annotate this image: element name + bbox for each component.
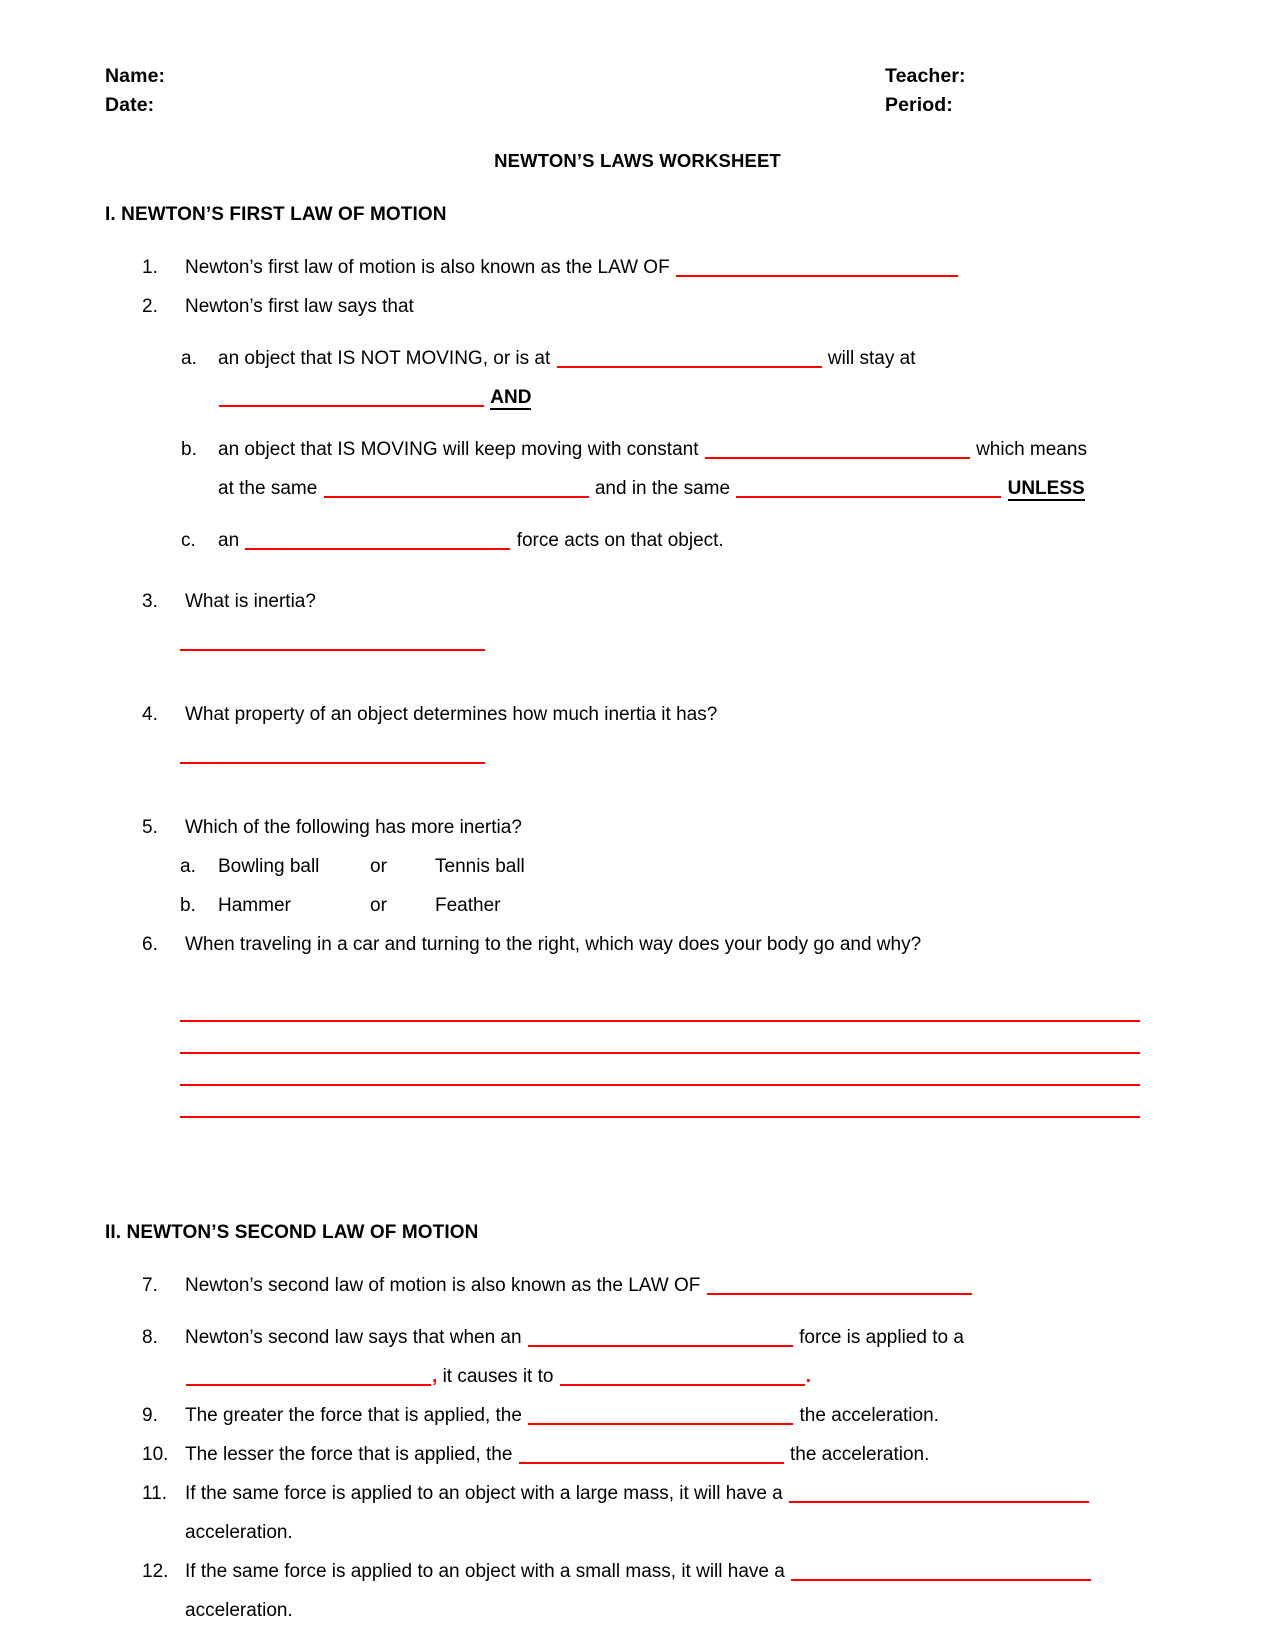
blank-q2b-1[interactable] <box>705 440 970 459</box>
question-12 <box>141 1552 1170 1630</box>
question-3-number: 3. <box>142 591 158 612</box>
question-11-body <box>185 1474 1170 1552</box>
question-5-choices <box>180 847 1170 925</box>
question-2c <box>180 521 1170 560</box>
question-10-text-1: The lesser the force that is applied, the <box>185 1444 513 1465</box>
section-heading-first-law: I. NEWTON’S FIRST LAW OF MOTION <box>105 204 447 225</box>
question-2a-text-2: will stay at <box>827 348 916 369</box>
question-11-text-2: acceleration. <box>185 1522 293 1543</box>
answer-rule-q6-2[interactable] <box>180 1022 1140 1054</box>
choice-row-b <box>180 886 1170 925</box>
question-8-comma: , <box>432 1366 438 1387</box>
question-9-text-1: The greater the force that is applied, the <box>185 1405 522 1426</box>
blank-q2b-2[interactable] <box>324 479 589 498</box>
spacer <box>105 764 1170 808</box>
question-9-text-2: the acceleration. <box>799 1405 939 1426</box>
blank-q12[interactable] <box>791 1562 1091 1581</box>
blank-q8-2[interactable] <box>186 1367 431 1386</box>
question-8-text-1: Newton’s second law says that when an <box>185 1327 522 1348</box>
answer-rule-q6-1[interactable] <box>180 990 1140 1022</box>
answer-rule-q6-3[interactable] <box>180 1054 1140 1086</box>
question-1-number: 1. <box>142 257 158 278</box>
spacer <box>105 417 1170 430</box>
question-2c-body <box>218 521 1170 560</box>
spacer <box>105 560 1170 582</box>
question-10 <box>141 1435 1170 1474</box>
question-9-body <box>185 1396 1170 1435</box>
question-3-text: What is inertia? <box>185 591 316 612</box>
spacer <box>105 508 1170 521</box>
question-5 <box>141 808 1170 847</box>
question-2b-text-2: which means <box>976 439 1087 460</box>
question-2b-letter: b. <box>181 439 197 460</box>
question-6-number: 6. <box>142 934 158 955</box>
choice-a-connector: or <box>370 856 387 877</box>
question-8-text-3: it causes it to <box>442 1366 554 1387</box>
question-2a-letter: a. <box>181 348 197 369</box>
spacer <box>105 226 1170 248</box>
question-8-number: 8. <box>142 1327 158 1348</box>
question-2b-text-1: an object that IS MOVING will keep moving with constant <box>218 439 699 460</box>
question-12-body <box>185 1552 1170 1630</box>
question-8 <box>141 1318 1170 1396</box>
answer-rule-q3[interactable] <box>180 621 485 651</box>
question-11-text-1: If the same force is applied to an object with a large mass, it will have a <box>185 1483 783 1504</box>
spacer <box>105 1244 1170 1266</box>
question-12-text-1: If the same force is applied to an object with a small mass, it will have a <box>185 1561 785 1582</box>
question-4-number: 4. <box>142 704 158 725</box>
teacher-label: Teacher: <box>885 65 966 87</box>
question-5-number: 5. <box>142 817 158 838</box>
question-2b-text-3: at the same <box>218 478 318 499</box>
choice-b-option-2[interactable]: Feather <box>435 895 501 916</box>
date-label: Date: <box>105 94 155 116</box>
choice-b-option-1[interactable]: Hammer <box>218 895 291 916</box>
question-8-text-2: force is applied to a <box>799 1327 964 1348</box>
answer-rule-q4[interactable] <box>180 734 485 764</box>
choice-a-option-2[interactable]: Tennis ball <box>435 856 525 877</box>
question-2c-text-1: an <box>218 530 240 551</box>
spacer <box>105 651 1170 695</box>
spacer <box>105 326 1170 339</box>
name-label: Name: <box>105 65 166 87</box>
blank-q7[interactable] <box>707 1276 972 1295</box>
choice-b-connector: or <box>370 895 387 916</box>
question-2b-body <box>218 430 1170 508</box>
question-1 <box>141 248 1170 287</box>
question-2b-text-4: and in the same <box>594 478 731 499</box>
question-2b <box>180 430 1170 508</box>
question-2c-letter: c. <box>181 530 196 551</box>
question-5-text: Which of the following has more inertia? <box>185 817 522 838</box>
question-7-text: Newton’s second law of motion is also known as the LAW OF <box>185 1275 701 1296</box>
question-2a <box>180 339 1170 417</box>
blank-q11[interactable] <box>789 1484 1089 1503</box>
page-title: NEWTON’S LAWS WORKSHEET <box>494 150 781 171</box>
question-1-body <box>185 248 1170 287</box>
question-7 <box>141 1266 1170 1305</box>
blank-q2a-2[interactable] <box>219 388 484 407</box>
question-10-text-2: the acceleration. <box>789 1444 930 1465</box>
question-10-number: 10. <box>142 1444 169 1465</box>
question-6 <box>141 925 1170 964</box>
blank-q8-1[interactable] <box>528 1328 793 1347</box>
choice-b-letter: b. <box>180 895 196 916</box>
choice-row-a <box>180 847 1170 886</box>
header-row-date-period <box>105 91 1170 120</box>
section-heading-second-law: II. NEWTON’S SECOND LAW OF MOTION <box>105 1222 479 1243</box>
question-8-period: . <box>805 1366 812 1387</box>
question-11 <box>141 1474 1170 1552</box>
question-12-number: 12. <box>142 1561 169 1582</box>
question-8-body <box>185 1318 1170 1396</box>
choice-a-option-1[interactable]: Bowling ball <box>218 856 320 877</box>
question-4 <box>141 695 1170 734</box>
blank-q2c[interactable] <box>245 531 510 550</box>
question-2 <box>141 287 1170 326</box>
question-4-text: What property of an object determines how much inertia it has? <box>185 704 718 725</box>
question-7-number: 7. <box>142 1275 158 1296</box>
blank-q1[interactable] <box>676 258 958 277</box>
spacer <box>105 1305 1170 1318</box>
keyword-unless: UNLESS <box>1007 478 1085 499</box>
blank-q2b-3[interactable] <box>736 479 1001 498</box>
question-12-text-2: acceleration. <box>185 1600 293 1621</box>
question-6-answer-lines <box>180 990 1170 1118</box>
blank-q10[interactable] <box>519 1445 784 1464</box>
keyword-and: AND <box>490 387 532 408</box>
question-2a-body <box>218 339 1170 417</box>
question-7-body <box>185 1266 1170 1305</box>
question-2a-text-1: an object that IS NOT MOVING, or is at <box>218 348 551 369</box>
question-2-number: 2. <box>142 296 158 317</box>
answer-rule-q6-4[interactable] <box>180 1086 1140 1118</box>
question-10-body <box>185 1435 1170 1474</box>
blank-q2a-1[interactable] <box>557 349 822 368</box>
question-6-text: When traveling in a car and turning to the right, which way does your body go and why? <box>185 934 922 955</box>
first-law-question-list <box>105 248 1170 1118</box>
question-2-text: Newton’s first law says that <box>185 296 414 317</box>
question-1-text: Newton’s first law of motion is also known as the LAW OF <box>185 257 670 278</box>
second-law-question-list <box>105 1266 1170 1630</box>
question-3 <box>141 582 1170 621</box>
header-row-name-teacher <box>105 62 1170 91</box>
question-9-number: 9. <box>142 1405 158 1426</box>
choice-a-letter: a. <box>180 856 196 877</box>
spacer <box>105 1118 1170 1190</box>
period-label: Period: <box>885 94 953 116</box>
blank-q8-3[interactable] <box>560 1367 805 1386</box>
question-9 <box>141 1396 1170 1435</box>
question-2c-text-2: force acts on that object. <box>516 530 724 551</box>
question-11-number: 11. <box>142 1483 168 1504</box>
blank-q9[interactable] <box>528 1406 793 1425</box>
